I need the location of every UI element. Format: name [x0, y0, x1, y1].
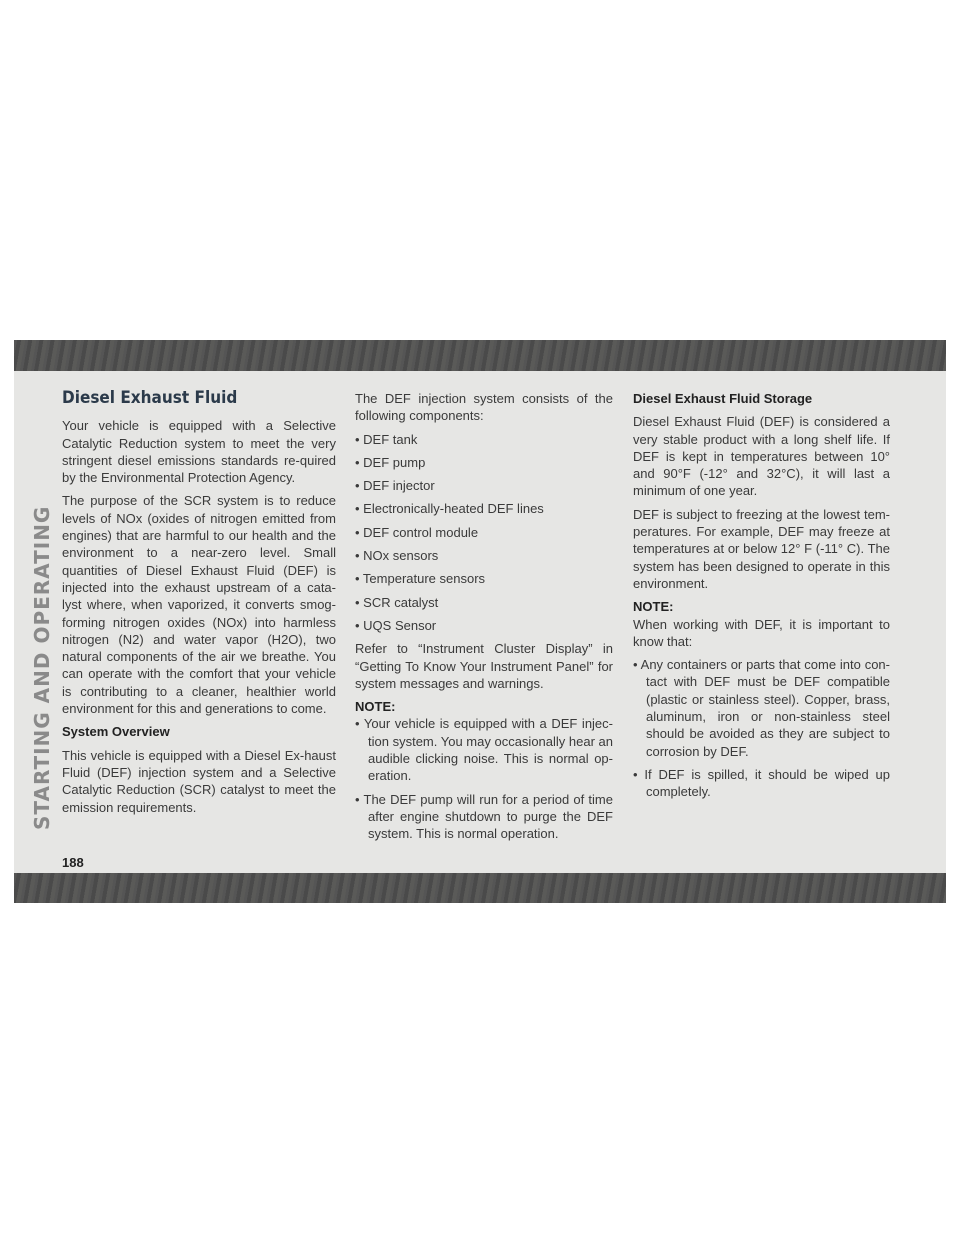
component-item: • Temperature sensors — [355, 571, 486, 587]
components-intro: The DEF injection system consists of the following components: — [355, 391, 613, 424]
component-item: • NOx sensors — [355, 548, 439, 564]
system-overview-paragraph: This vehicle is equipped with a Diesel Ex-haust Fluid (DEF) injection system and a Selective Catalytic Reduction (SCR) catalyst to meet the emission requirements. — [62, 747, 336, 815]
scr-purpose-paragraph: The purpose of the SCR system is to reduce levels of NOx (oxides of nitrogen emitted from engines) that are harmful to our health and the environment to a near-zero level. Small quantities of Diesel Exhaust Fluid (DEF) is injected into the exhaust upstream of a cata-lyst where, when vaporized, it converts smog-forming nitrogen oxides (NOx) into harmless nitrogen (N2) and water vapor (H2O), two natural components of the air we breathe. You can operate with the comfort that your vehicle is contributing to a cleaner, healthier world environment for this and generations to come. — [62, 493, 336, 717]
note-item: • The DEF pump will run for a period of time after engine shutdown to purge the DEF system. This is normal operation. — [355, 791, 613, 842]
storage-heading: Diesel Exhaust Fluid Storage — [633, 391, 813, 406]
column-2 — [355, 390, 613, 849]
system-overview-heading: System Overview — [62, 724, 170, 740]
note-item: • Any containers or parts that come into con-tact with DEF must be DEF compatible (plastic or stainless steel). Copper, brass, aluminum, iron or non-stainless steel should be avoided as they are subject to corrosion by DEF. — [633, 657, 890, 759]
component-item: • DEF injector — [355, 478, 435, 494]
component-item: • DEF tank — [355, 431, 418, 447]
bottom-banner — [14, 873, 946, 903]
page-number: 188 — [62, 855, 84, 870]
column-3 — [633, 390, 890, 807]
freezing-paragraph: DEF is subject to freezing at the lowest tem-peratures. For example, DEF may freeze at temperatures at or below 12° F (-11° C). The system has been designed to operate in this environment. — [633, 506, 890, 591]
top-banner — [14, 340, 946, 371]
column-1 — [62, 390, 336, 822]
storage-paragraph: Diesel Exhaust Fluid (DEF) is considered a very stable product with a long shelf life. If DEF is kept in temperatures between 10° and 90°F (-12° and 32°C), it will last a minimum of one year. — [633, 414, 890, 499]
component-item: • DEF control module — [355, 524, 479, 540]
intro-paragraph: Your vehicle is equipped with a Selective Catalytic Reduction system to meet the very stringent diesel emissions standards re-quired by the Environmental Protection Agency. — [62, 418, 336, 486]
note-item: • If DEF is spilled, it should be wiped up completely. — [633, 766, 890, 800]
section-side-tab-label: STARTING AND OPERATING — [30, 505, 54, 830]
note-intro: When working with DEF, it is important to know that: — [633, 616, 890, 649]
component-item: • DEF pump — [355, 454, 426, 470]
component-item: • SCR catalyst — [355, 594, 439, 610]
page-title: Diesel Exhaust Fluid — [62, 388, 238, 408]
refer-paragraph: Refer to “Instrument Cluster Display” in “Getting To Know Your Instrument Panel” for system messages and warnings. — [355, 641, 613, 691]
note-label: NOTE: — [355, 699, 396, 715]
note-label: NOTE: — [633, 599, 674, 615]
section-side-tab — [14, 394, 54, 830]
component-item: • Electronically-heated DEF lines — [355, 501, 544, 517]
component-item: • UQS Sensor — [355, 617, 437, 633]
note-item: • Your vehicle is equipped with a DEF injec-tion system. You may occasionally hear an audible clicking noise. This is normal op-eration. — [355, 716, 613, 784]
